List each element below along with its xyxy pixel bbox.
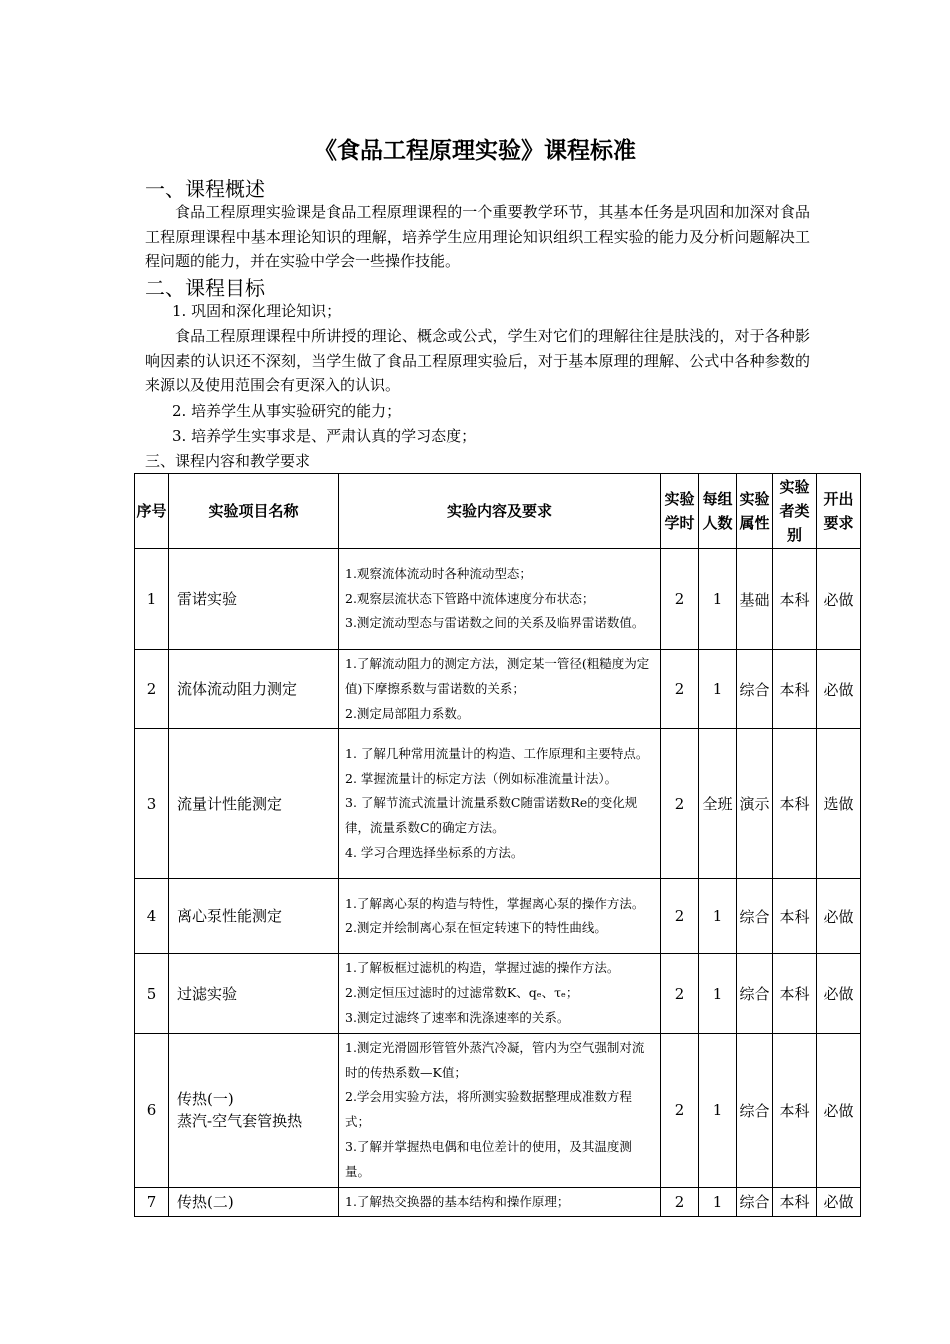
row-category: 本科 — [773, 1187, 817, 1217]
row-content — [339, 954, 661, 1033]
row-content — [339, 729, 661, 879]
section-heading-overview: 一、课程概述 — [145, 177, 265, 201]
row-req: 必做 — [817, 549, 861, 650]
row-req: 选做 — [817, 729, 861, 879]
row-hours: 2 — [661, 954, 699, 1033]
content-line: 2.测定恒压过滤时的过滤常数K、qₑ、τₑ； — [345, 985, 579, 1001]
content-line: 1.测定光滑圆形管管外蒸汽冷凝，管内为空气强制对流时的传热系数—K值； — [345, 1039, 645, 1080]
content-line: 1.了解板框过滤机的构造，掌握过滤的操作方法。 — [345, 960, 620, 976]
row-name — [169, 1033, 339, 1187]
content-line: 2.测定并绘制离心泵在恒定转速下的特性曲线。 — [345, 920, 607, 936]
table-header-row — [135, 474, 861, 549]
header-hours: 实验学时 — [661, 474, 699, 549]
row-name: 传热(二) — [169, 1187, 339, 1217]
header-per-group: 每组人数 — [699, 474, 737, 549]
header-req: 开出要求 — [817, 474, 861, 549]
content-line: 4. 学习合理选择坐标系的方法。 — [345, 845, 524, 861]
row-content — [339, 650, 661, 729]
content-line: 2. 掌握流量计的标定方法（例如标准流量计法）。 — [345, 770, 618, 786]
row-attr: 综合 — [737, 650, 773, 729]
row-seq: 2 — [135, 650, 169, 729]
row-category: 本科 — [773, 650, 817, 729]
row-category: 本科 — [773, 879, 817, 954]
row-hours: 2 — [661, 549, 699, 650]
row-per-group: 1 — [699, 1187, 737, 1217]
row-seq: 5 — [135, 954, 169, 1033]
content-line: 1.了解离心泵的构造与特性，掌握离心泵的操作方法。 — [345, 895, 645, 911]
content-line: 1.了解热交换器的基本结构和操作原理； — [345, 1193, 570, 1209]
row-seq: 4 — [135, 879, 169, 954]
row-hours: 2 — [661, 1033, 699, 1187]
table-row — [135, 954, 861, 1033]
content-line: 3. 了解节流式流量计流量系数C随雷诺数Re的变化规律，流量系数C的确定方法。 — [345, 795, 638, 836]
experiment-table — [134, 473, 861, 1217]
row-hours: 2 — [661, 729, 699, 879]
row-seq: 6 — [135, 1033, 169, 1187]
document-title: 《食品工程原理实验》课程标准 — [314, 138, 636, 164]
overview-paragraph: 食品工程原理实验课是食品工程原理课程的一个重要教学环节，其基本任务是巩固和加深对食品工程原理课程中基本理论知识的理解，培养学生应用理论知识组织工程实验的能力及分析问题解决工程问题的能力，并在实验中学会一些操作技能。 — [145, 203, 810, 270]
row-content — [339, 879, 661, 954]
header-category: 实验者类别 — [773, 474, 817, 549]
row-hours: 2 — [661, 1187, 699, 1217]
content-line: 2.学会用实验方法，将所测实验数据整理成准数方程式； — [345, 1089, 632, 1130]
row-req: 必做 — [817, 1187, 861, 1217]
goal-item-2: 2. 培养学生从事实验研究的能力； — [172, 402, 402, 420]
table-row — [135, 1187, 861, 1217]
row-name: 流量计性能测定 — [169, 729, 339, 879]
row-per-group: 1 — [699, 879, 737, 954]
row-seq: 3 — [135, 729, 169, 879]
row-category: 本科 — [773, 1033, 817, 1187]
content-line: 2.观察层流状态下管路中流体速度分布状态； — [345, 590, 595, 606]
table-row — [135, 650, 861, 729]
row-content — [339, 1187, 661, 1217]
content-line: 3.了解并掌握热电偶和电位差计的使用，及其温度测量。 — [345, 1138, 632, 1179]
row-req: 必做 — [817, 954, 861, 1033]
row-category: 本科 — [773, 729, 817, 879]
content-line: 1.了解流动阻力的测定方法，测定某一管径(粗糙度为定值)下摩擦系数与雷诺数的关系； — [345, 656, 650, 696]
row-name: 离心泵性能测定 — [169, 879, 339, 954]
row-name: 过滤实验 — [169, 954, 339, 1033]
row-seq: 7 — [135, 1187, 169, 1217]
table-row — [135, 1033, 861, 1187]
table-row — [135, 549, 861, 650]
row-attr: 基础 — [737, 549, 773, 650]
content-line: 3.测定流动型态与雷诺数之间的关系及临界雷诺数值。 — [345, 615, 645, 631]
row-seq: 1 — [135, 549, 169, 650]
row-per-group: 全班 — [699, 729, 737, 879]
table-row — [135, 879, 861, 954]
row-attr: 综合 — [737, 879, 773, 954]
header-name: 实验项目名称 — [169, 474, 339, 549]
row-category: 本科 — [773, 954, 817, 1033]
row-name-line-1: 传热(一) — [177, 1090, 234, 1109]
content-line: 1.观察流体流动时各种流动型态； — [345, 565, 532, 581]
goal-item-3: 3. 培养学生实事求是、严肃认真的学习态度； — [172, 427, 477, 445]
row-category: 本科 — [773, 549, 817, 650]
row-per-group: 1 — [699, 549, 737, 650]
row-hours: 2 — [661, 650, 699, 729]
row-name: 雷诺实验 — [169, 549, 339, 650]
row-req: 必做 — [817, 650, 861, 729]
section-heading-content: 三、课程内容和教学要求 — [145, 452, 311, 470]
header-seq: 序号 — [135, 474, 169, 549]
table-row — [135, 729, 861, 879]
row-hours: 2 — [661, 879, 699, 954]
content-line: 3.测定过滤终了速率和洗涤速率的关系。 — [345, 1009, 570, 1025]
goal-paragraph: 食品工程原理课程中所讲授的理论、概念或公式，学生对它们的理解往往是肤浅的，对于各种影响因素的认识还不深刻，当学生做了食品工程原理实验后，对于基本原理的理解、公式中各种参数的来源以及使用范围会有更深入的认识。 — [145, 327, 810, 394]
header-content: 实验内容及要求 — [339, 474, 661, 549]
row-content — [339, 1033, 661, 1187]
section-heading-goals: 二、课程目标 — [145, 276, 265, 300]
row-name-line-2: 蒸汽-空气套管换热 — [177, 1112, 303, 1131]
row-content — [339, 549, 661, 650]
row-attr: 演示 — [737, 729, 773, 879]
content-line: 1. 了解几种常用流量计的构造、工作原理和主要特点。 — [345, 745, 649, 761]
row-per-group: 1 — [699, 1033, 737, 1187]
row-per-group: 1 — [699, 954, 737, 1033]
row-attr: 综合 — [737, 954, 773, 1033]
row-req: 必做 — [817, 1033, 861, 1187]
goal-item-1: 1. 巩固和深化理论知识； — [172, 302, 342, 320]
row-attr: 综合 — [737, 1033, 773, 1187]
row-name: 流体流动阻力测定 — [169, 650, 339, 729]
header-attr: 实验属性 — [737, 474, 773, 549]
row-req: 必做 — [817, 879, 861, 954]
row-attr: 综合 — [737, 1187, 773, 1217]
row-per-group: 1 — [699, 650, 737, 729]
content-line: 2.测定局部阻力系数。 — [345, 705, 470, 721]
